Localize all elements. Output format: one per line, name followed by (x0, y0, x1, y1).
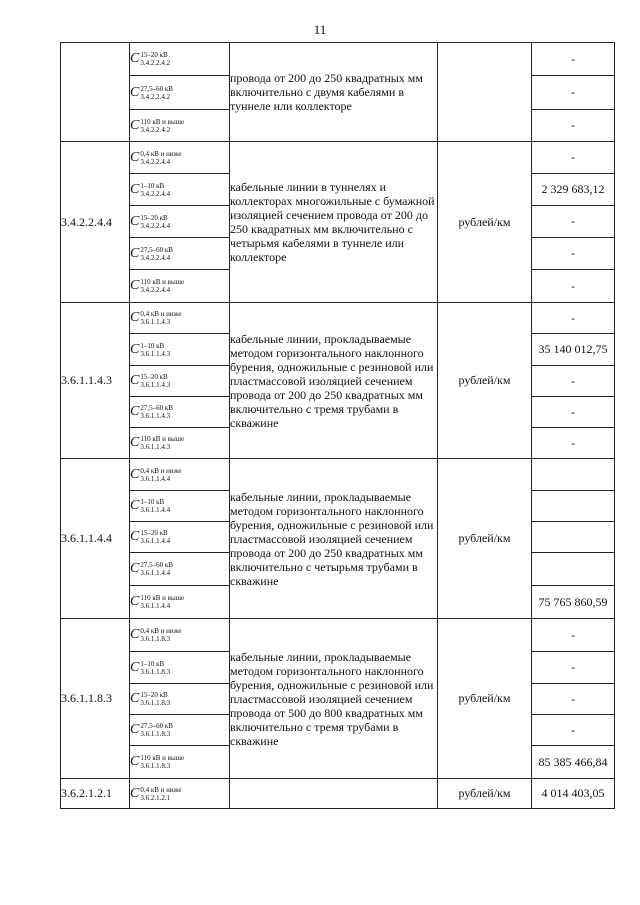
item-description: кабельные линии в туннелях и коллекторах многожильные с бумажной изоляцией сечением провода от 200 до 250 квадратных мм включительно с четырьмя кабелями в туннеле или коллекторе (230, 142, 438, 303)
rate-index: 3.6.1.1.8.3 (140, 699, 171, 708)
rate-index: 3.6.1.1.8.3 (140, 730, 171, 739)
rate-index: 3.4.2.2.4.4 (140, 286, 171, 295)
voltage-class: 1–10 кВ (140, 341, 165, 350)
rate-value: - (532, 619, 615, 652)
voltage-class: 110 кВ и выше (140, 754, 185, 763)
rate-index: 3.4.2.2.4.4 (140, 253, 171, 262)
voltage-class: 27,5–60 кВ (140, 84, 173, 93)
rate-index: 3.4.2.2.4.2 (140, 59, 171, 68)
rate-symbol (130, 428, 230, 459)
rate-value: - (532, 206, 615, 238)
unit-of-measure: рублей/км (438, 142, 532, 303)
rate-symbol (130, 459, 230, 491)
rate-value: - (532, 684, 615, 715)
rate-value (532, 491, 615, 522)
rate-symbol-letter: C (130, 117, 140, 133)
rate-symbol-letter: C (130, 84, 140, 100)
rate-symbol-letter: C (130, 754, 140, 770)
item-code: 3.6.1.1.8.3 (61, 619, 130, 779)
item-description: провода от 200 до 250 квадратных мм включительно с двумя кабелями в туннеле или коллекторе (230, 43, 438, 142)
rate-value: - (532, 270, 615, 303)
rate-value: - (532, 43, 615, 76)
rate-index: 3.4.2.2.4.4 (140, 157, 171, 166)
rate-symbol-letter: C (130, 310, 140, 326)
rate-value: - (532, 652, 615, 684)
voltage-class: 15–20 кВ (140, 213, 168, 222)
voltage-class: 110 кВ и выше (140, 594, 185, 603)
rate-symbol-letter: C (130, 722, 140, 738)
rate-value: - (532, 76, 615, 110)
rate-value: 85 385 466,84 (532, 746, 615, 779)
rate-index: 3.6.1.1.8.3 (140, 635, 171, 644)
rate-index: 3.6.1.1.4.3 (140, 443, 171, 452)
voltage-class: 27,5–60 кВ (140, 404, 173, 413)
unit-of-measure: рублей/км (438, 303, 532, 459)
item-code: 3.4.2.2.4.4 (61, 142, 130, 303)
rate-symbol (130, 366, 230, 397)
table-row (61, 779, 615, 809)
rate-symbol (130, 779, 230, 809)
rate-value: 4 014 403,05 (532, 779, 615, 809)
rate-symbol-letter: C (130, 404, 140, 420)
voltage-class: 0,4 кВ и ниже (140, 149, 182, 158)
rate-value: 2 329 683,12 (532, 174, 615, 206)
rate-index: 3.6.1.1.4.4 (140, 474, 171, 483)
voltage-class: 0,4 кВ и ниже (140, 466, 182, 475)
rate-symbol (130, 397, 230, 428)
rate-symbol (130, 76, 230, 110)
rate-symbol-letter: C (130, 245, 140, 261)
voltage-class: 1–10 кВ (140, 659, 165, 668)
table-row (61, 303, 615, 334)
voltage-class: 0,4 кВ и ниже (140, 785, 182, 794)
voltage-class: 110 кВ и выше (140, 278, 185, 287)
rate-value: - (532, 142, 615, 174)
rate-value (532, 459, 615, 491)
voltage-class: 15–20 кВ (140, 373, 168, 382)
rate-symbol (130, 715, 230, 746)
rate-symbol (130, 491, 230, 522)
rate-symbol (130, 334, 230, 366)
rate-symbol-letter: C (130, 341, 140, 357)
rate-value: - (532, 715, 615, 746)
rate-symbol-letter: C (130, 213, 140, 229)
rates-table (60, 42, 615, 809)
rate-symbol-letter: C (130, 435, 140, 451)
rate-index: 3.4.2.2.4.4 (140, 189, 171, 198)
rate-symbol (130, 652, 230, 684)
rate-value: - (532, 366, 615, 397)
item-description (230, 779, 438, 809)
rate-index: 3.6.1.1.4.3 (140, 318, 171, 327)
table-row (61, 43, 615, 76)
voltage-class: 110 кВ и выше (140, 117, 185, 126)
voltage-class: 110 кВ и выше (140, 435, 185, 444)
rate-symbol (130, 206, 230, 238)
page-number: 11 (313, 22, 327, 37)
item-description: кабельные линии, прокладываемые методом горизонтального наклонного бурения, одножильные с резиновой или пластмассовой изоляцией сечением провода от 500 до 800 квадратных мм включительно с тремя трубами в скважине (230, 619, 438, 779)
item-code: 3.6.1.1.4.4 (61, 459, 130, 619)
voltage-class: 15–20 кВ (140, 51, 168, 60)
rate-symbol-letter: C (130, 466, 140, 482)
rate-symbol-letter: C (130, 561, 140, 577)
unit-of-measure: рублей/км (438, 619, 532, 779)
voltage-class: 27,5–60 кВ (140, 722, 173, 731)
table-row (61, 142, 615, 174)
unit-of-measure (438, 43, 532, 142)
unit-of-measure: рублей/км (438, 779, 532, 809)
rate-symbol-letter: C (130, 785, 140, 801)
rate-index: 3.6.1.1.4.4 (140, 506, 171, 515)
rate-symbol (130, 270, 230, 303)
rate-index: 3.6.1.1.4.4 (140, 602, 171, 611)
rate-symbol-letter: C (130, 529, 140, 545)
rate-symbol (130, 586, 230, 619)
rate-index: 3.6.1.1.4.4 (140, 537, 171, 546)
rate-symbol (130, 174, 230, 206)
rate-value: - (532, 428, 615, 459)
item-code: 3.6.2.1.2.1 (61, 779, 130, 809)
rate-symbol-letter: C (130, 691, 140, 707)
unit-of-measure: рублей/км (438, 459, 532, 619)
rate-symbol (130, 142, 230, 174)
rate-index: 3.4.2.2.4.4 (140, 221, 171, 230)
rate-index: 3.6.1.1.8.3 (140, 762, 171, 771)
rate-symbol-letter: C (130, 278, 140, 294)
voltage-class: 27,5–60 кВ (140, 245, 173, 254)
rate-value: 35 140 012,75 (532, 334, 615, 366)
rate-value: - (532, 397, 615, 428)
rate-symbol (130, 238, 230, 270)
voltage-class: 27,5–60 кВ (140, 561, 173, 570)
voltage-class: 1–10 кВ (140, 498, 165, 507)
voltage-class: 0,4 кВ и ниже (140, 310, 182, 319)
rate-index: 3.4.2.2.4.2 (140, 92, 171, 101)
rate-index: 3.6.1.1.8.3 (140, 667, 171, 676)
item-code (61, 43, 130, 142)
item-description: кабельные линии, прокладываемые методом горизонтального наклонного бурения, одножильные с резиновой или пластмассовой изоляцией сечением провода от 200 до 250 квадратных мм включительно с тремя трубами в скважине (230, 303, 438, 459)
table-row (61, 459, 615, 491)
item-description: кабельные линии, прокладываемые методом горизонтального наклонного бурения, одножильные с резиновой или пластмассовой изоляцией сечением провода от 200 до 250 квадратных мм включительно с четырьмя трубами в скважине (230, 459, 438, 619)
rate-index: 3.4.2.2.4.2 (140, 125, 171, 134)
item-code: 3.6.1.1.4.3 (61, 303, 130, 459)
voltage-class: 15–20 кВ (140, 691, 168, 700)
rate-symbol (130, 522, 230, 553)
rate-symbol-letter: C (130, 51, 140, 67)
rate-value (532, 522, 615, 553)
rate-value: - (532, 110, 615, 142)
rate-value: - (532, 303, 615, 334)
rate-symbol-letter: C (130, 659, 140, 675)
rate-value (532, 553, 615, 586)
rate-symbol (130, 746, 230, 779)
rate-symbol (130, 619, 230, 652)
voltage-class: 1–10 кВ (140, 181, 165, 190)
rate-index: 3.6.1.1.4.3 (140, 349, 171, 358)
rate-symbol (130, 684, 230, 715)
rate-symbol (130, 43, 230, 76)
rate-symbol-letter: C (130, 498, 140, 514)
rate-index: 3.6.1.1.4.3 (140, 381, 171, 390)
table-row (61, 619, 615, 652)
voltage-class: 0,4 кВ и ниже (140, 627, 182, 636)
rate-index: 3.6.1.1.4.4 (140, 569, 171, 578)
rate-symbol-letter: C (130, 181, 140, 197)
rate-symbol-letter: C (130, 627, 140, 643)
rate-symbol-letter: C (130, 149, 140, 165)
rate-value: 75 765 860,59 (532, 586, 615, 619)
rate-symbol (130, 303, 230, 334)
rate-index: 3.6.1.1.4.3 (140, 412, 171, 421)
rate-symbol (130, 110, 230, 142)
rate-symbol-letter: C (130, 373, 140, 389)
rate-symbol (130, 553, 230, 586)
rate-symbol-letter: C (130, 594, 140, 610)
rate-value: - (532, 238, 615, 270)
voltage-class: 15–20 кВ (140, 529, 168, 538)
rate-index: 3.6.2.1.2.1 (140, 793, 171, 802)
